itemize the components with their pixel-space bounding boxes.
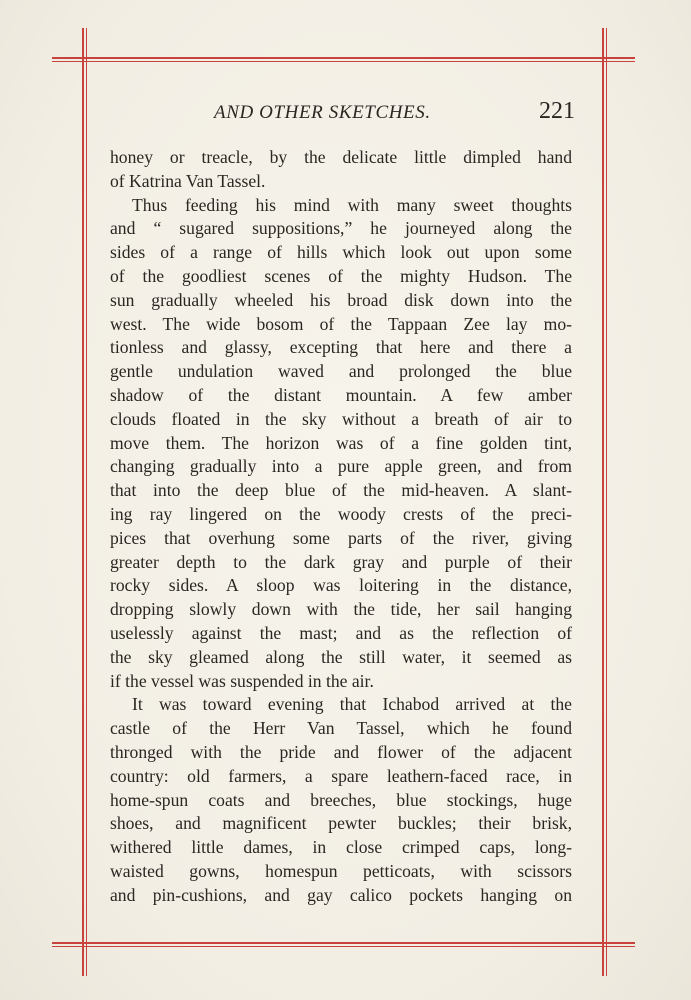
border-rule-bottom-inner — [52, 946, 635, 947]
text-line: It was toward evening that Ichabod arrived at the — [132, 694, 572, 715]
body-text — [110, 146, 572, 908]
border-rule-left-inner — [86, 28, 87, 976]
border-rule-right-inner — [606, 28, 607, 976]
text-line: move them. The horizon was of a fine golden tint, — [110, 432, 572, 453]
text-line: sides of a range of hills which look out upon some — [110, 242, 572, 263]
text-line: greater depth to the dark gray and purple of their — [110, 551, 572, 572]
text-line: shoes, and magnificent pewter buckles; their brisk, — [110, 813, 572, 834]
text-line: and “ sugared suppositions,” he journeyed along the — [110, 218, 572, 239]
text-line: tionless and glassy, excepting that here and there a — [110, 337, 572, 358]
text-line: dropping slowly down with the tide, her sail hanging — [110, 599, 572, 620]
text-line: changing gradually into a pure apple green, and from — [110, 456, 572, 477]
text-line: castle of the Herr Van Tassel, which he found — [110, 718, 572, 739]
text-line: of Katrina Van Tassel. — [110, 170, 266, 191]
border-rule-top — [52, 57, 635, 59]
text-line: clouds floated in the sky without a breath of air to — [110, 408, 572, 429]
text-line: withered little dames, in close crimped caps, long- — [110, 837, 572, 858]
text-line: west. The wide bosom of the Tappaan Zee lay mo- — [110, 313, 572, 334]
text-line: shadow of the distant mountain. A few amber — [110, 384, 572, 405]
text-line: waisted gowns, homespun petticoats, with scissors — [110, 860, 572, 881]
border-rule-left — [82, 28, 84, 976]
text-line: pices that overhung some parts of the river, giving — [110, 527, 572, 548]
border-rule-right — [602, 28, 604, 976]
border-rule-bottom — [52, 942, 635, 944]
text-line: that into the deep blue of the mid-heaven. A slant- — [110, 480, 572, 501]
text-line: uselessly against the mast; and as the reflection of — [110, 622, 572, 643]
text-line: rocky sides. A sloop was loitering in the distance, — [110, 575, 572, 596]
text-line: if the vessel was suspended in the air. — [110, 670, 374, 691]
running-head: AND OTHER SKETCHES. — [214, 102, 431, 123]
text-line: thronged with the pride and flower of the adjacent — [110, 741, 572, 762]
border-rule-top-inner — [52, 61, 635, 62]
text-line: home-spun coats and breeches, blue stockings, huge — [110, 789, 572, 810]
page-number: 221 — [539, 98, 575, 124]
text-line: honey or treacle, by the delicate little dimpled hand — [110, 147, 572, 167]
text-line: country: old farmers, a spare leathern-faced race, in — [110, 765, 572, 786]
page-header — [110, 98, 575, 130]
text-line: and pin-cushions, and gay calico pockets hanging on — [110, 884, 572, 905]
text-line: gentle undulation waved and prolonged the blue — [110, 361, 572, 382]
text-line: the sky gleamed along the still water, it seemed as — [110, 646, 572, 667]
text-line: sun gradually wheeled his broad disk down into the — [110, 289, 572, 310]
text-line: of the goodliest scenes of the mighty Hudson. The — [110, 265, 572, 286]
text-line: ing ray lingered on the woody crests of the preci- — [110, 503, 572, 524]
text-line: Thus feeding his mind with many sweet thoughts — [132, 194, 572, 215]
